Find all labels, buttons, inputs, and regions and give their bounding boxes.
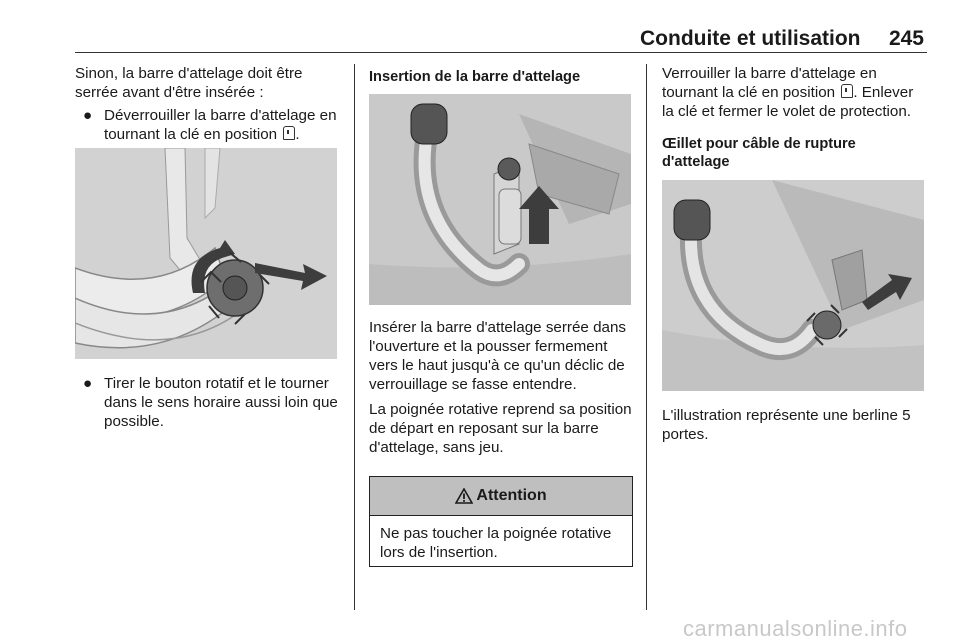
body-paragraph [662, 64, 928, 121]
illustration-towbar-insertion [369, 94, 631, 305]
intro-text: Sinon, la barre d'attelage doit être serrée avant d'être insérée : [75, 65, 303, 101]
illustration-towbar-knob [75, 148, 337, 359]
body-paragraph: L'illustration représente une berline 5 portes. [662, 407, 911, 443]
bullet-dot: ● [83, 375, 93, 392]
body-paragraph: Insérer la barre d'attelage serrée dans l'ouverture et la pousser fermement vers le haut jusqu'à ce qu'un déclic de verrouillage se fasse entendre. [369, 319, 627, 393]
header-rule [75, 52, 927, 53]
column-divider-2 [646, 64, 647, 610]
section-heading: Œillet pour câble de rupture d'attelage [662, 136, 856, 170]
attention-text: Ne pas toucher la poignée rotative lors de l'insertion. [380, 525, 612, 561]
attention-box [369, 476, 633, 567]
body-text: . Enlever la clé et fermer le volet de protection. [662, 84, 914, 120]
bullet-period: . [295, 126, 300, 143]
column-3 [662, 64, 928, 171]
bullet-dot: ● [83, 107, 93, 124]
column-2-body [369, 318, 633, 457]
body-paragraph: La poignée rotative reprend sa position de départ en reposant sur la barre d'attelage, sans jeu. [369, 401, 632, 456]
bullet-text: Déverrouiller la barre d'attelage en tournant la clé en position [104, 107, 337, 143]
section-title: Conduite et utilisation [640, 27, 861, 50]
bullet-item [75, 106, 343, 144]
attention-header [370, 477, 632, 516]
column-3-lower [662, 406, 928, 444]
bullet-text: Tirer le bouton rotatif et le tourner dans le sens horaire aussi loin que possible. [104, 375, 338, 430]
column-1 [75, 64, 343, 144]
section-heading: Insertion de la barre d'attelage [369, 69, 581, 85]
body-text: Verrouiller la barre d'attelage en tournant la clé en position [662, 65, 877, 101]
bullet-item [75, 374, 343, 431]
key-unlock-icon [283, 126, 295, 140]
column-divider-1 [354, 64, 355, 610]
illustration-breakaway-eyelet [662, 180, 924, 391]
attention-title: Attention [476, 487, 547, 504]
page-number: 245 [888, 27, 924, 50]
key-lock-icon [841, 84, 853, 98]
watermark: carmanualsonline.info [683, 616, 908, 641]
column-2 [369, 64, 635, 86]
warning-triangle-icon [455, 488, 473, 504]
column-1-lower [75, 374, 343, 431]
